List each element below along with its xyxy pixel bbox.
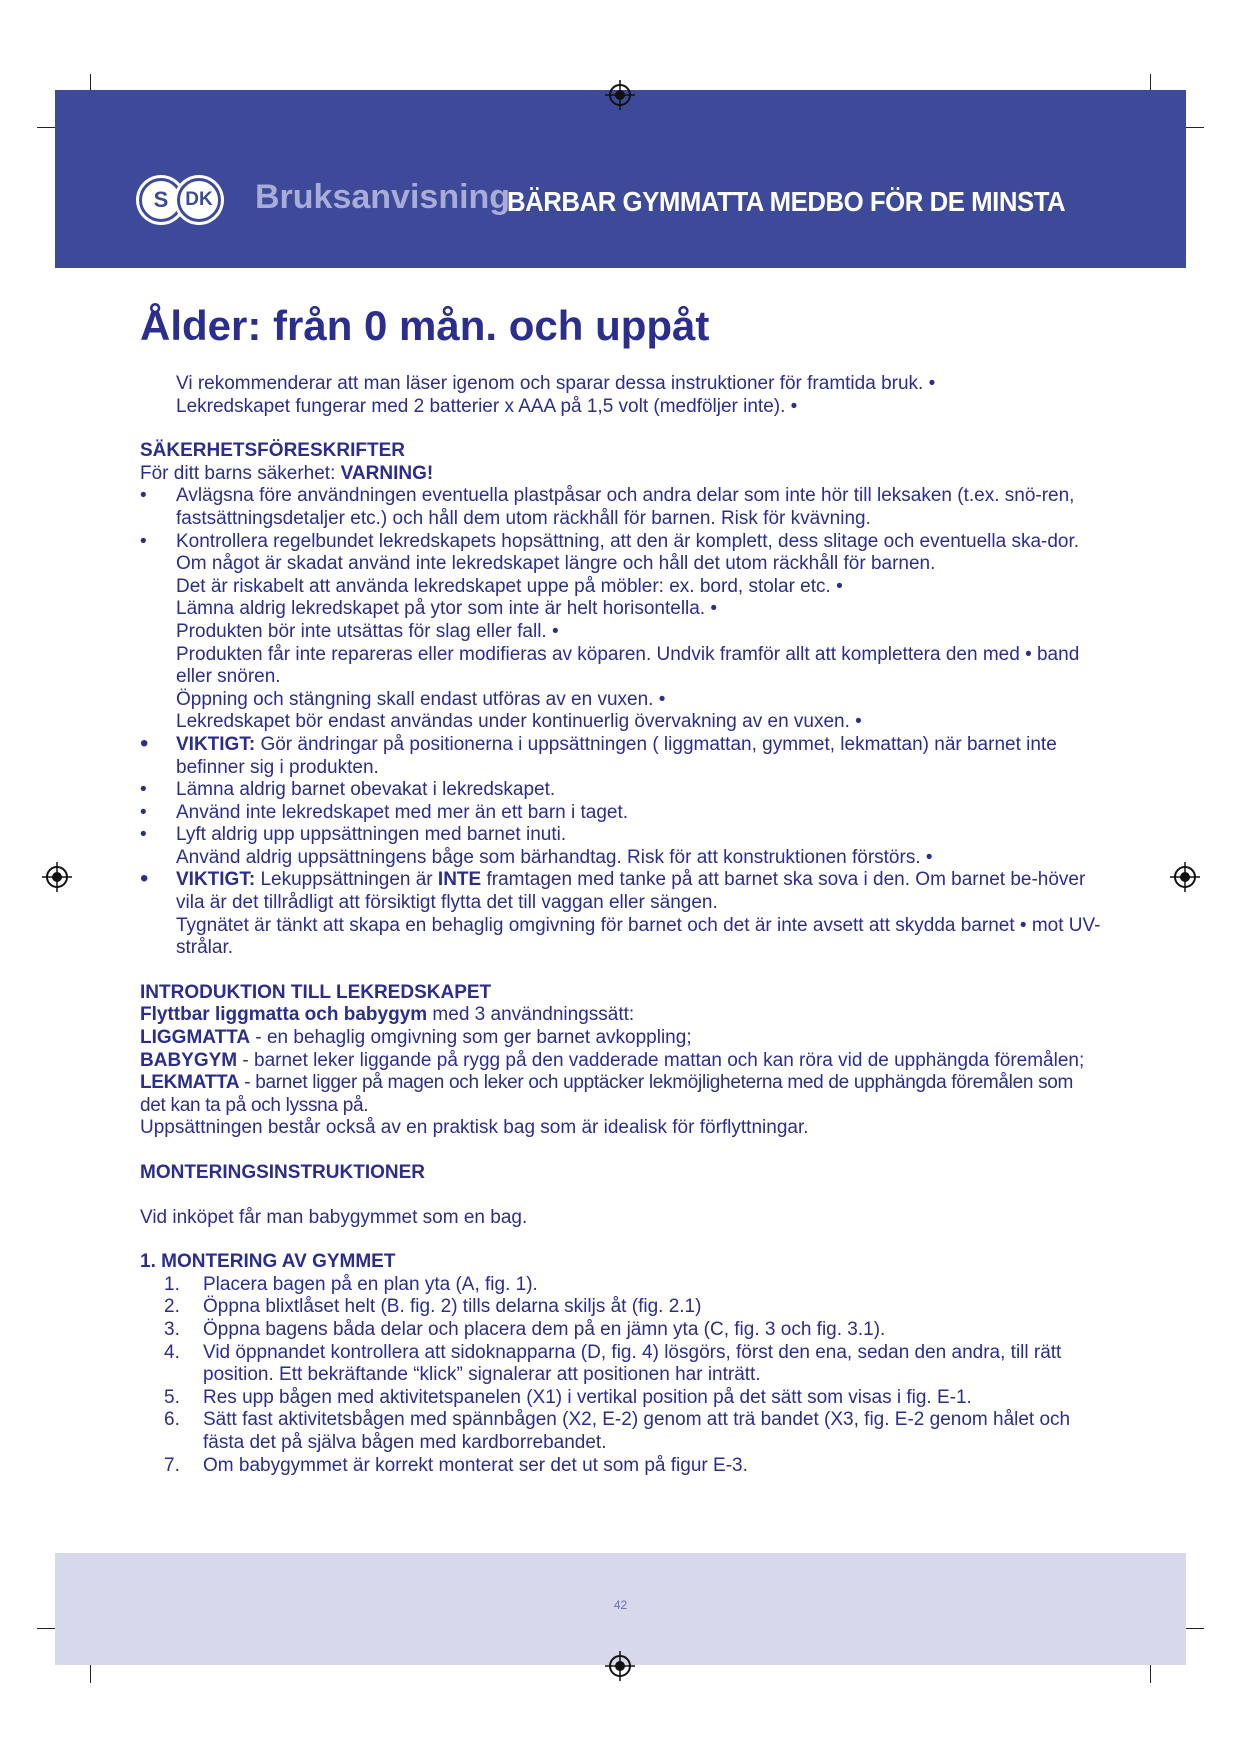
registration-mark-icon bbox=[1170, 862, 1200, 892]
assembly-heading: MONTERINGSINSTRUKTIONER bbox=[140, 1162, 425, 1183]
assembly-subheading: 1. MONTERING AV GYMMET bbox=[140, 1251, 396, 1273]
intro-line: Vi rekommenderar att man läser igenom och sparar dessa instruktioner för framtida bruk. • bbox=[176, 373, 936, 394]
safety-item: • Kontrollera regelbundet lekredskapets hopsättning, att den är komplett, dess slitage och eventuella ska-dor. Om något är skadat använd inte lekredskapet längre och håll det utom räckhåll för barnen. bbox=[140, 531, 1102, 576]
registration-mark-icon bbox=[42, 862, 72, 892]
page-number: 42 bbox=[613, 1598, 628, 1612]
assembly-steps bbox=[140, 1274, 1102, 1477]
language-logo bbox=[139, 178, 221, 222]
safety-lead: För ditt barns säkerhet: VARNING! bbox=[140, 462, 434, 484]
safety-item: • Använd inte lekredskapet med mer än ett barn i taget. bbox=[140, 802, 1102, 825]
safety-note: Använd aldrig uppsättningens båge som bärhandtag. Risk för att konstruktionen förstörs. • bbox=[176, 846, 933, 868]
list-item: 4. Vid öppnandet kontrollera att sidoknapparna (D, fig. 4) lösgörs, först den ena, sedan den andra, till rätt position. Ett bekräftande “klick” signalerar att positionen har inträtt. bbox=[164, 1341, 1062, 1386]
assembly-note: Vid inköpet får man babygymmet som en bag. bbox=[140, 1206, 528, 1228]
logo-letter-dk: DK bbox=[177, 178, 221, 222]
footer-band bbox=[55, 1553, 1186, 1665]
intro-heading: INTRODUKTION TILL LEKREDSKAPET bbox=[140, 981, 492, 1003]
list-item: 2. Öppna blixtlåset helt (B. fig. 2) tills delarna skiljs åt (fig. 2.1) bbox=[164, 1296, 702, 1318]
intro-text: BABYGYM - barnet leker liggande på rygg på den vadderade mattan och kan röra vid de upphängda föremålen; bbox=[140, 1049, 1085, 1071]
safety-note: Produkten får inte repareras eller modifieras av köparen. Undvik framför allt att komplettera den med • band eller snören. bbox=[176, 643, 1080, 688]
intro-text: LEKMATTA - barnet ligger på magen och leker och upptäcker lekmöjligheterna med de upphängda föremålen som det kan ta på och lyssna på. bbox=[140, 1072, 1074, 1116]
safety-item: • Lyft aldrig upp uppsättningen med barnet inuti. bbox=[140, 824, 1102, 847]
main-content bbox=[140, 373, 1102, 1477]
intro-line: Lekredskapet fungerar med 2 batterier x AAA på 1,5 volt (medföljer inte). • bbox=[176, 395, 798, 417]
safety-note: Tygnätet är tänkt att skapa en behaglig omgivning för barnet och det är inte avsett att skydda barnet • mot UV-strålar. bbox=[176, 914, 1101, 959]
header-label: Bruksanvisning bbox=[255, 178, 511, 216]
safety-note: Produkten bör inte utsättas för slag eller fall. • bbox=[176, 620, 559, 642]
safety-item-important: • VIKTIGT: Gör ändringar på positionerna i uppsättningen ( liggmattan, gymmet, lekmattan) när barnet inte befinner sig i produkten. bbox=[140, 734, 1102, 779]
list-item: 7. Om babygymmet är korrekt monterat ser det ut som på figur E-3. bbox=[164, 1454, 748, 1476]
list-item: 1. Placera bagen på en plan yta (A, fig. 1). bbox=[164, 1273, 538, 1295]
safety-note: Lämna aldrig lekredskapet på ytor som inte är helt horisontella. • bbox=[176, 598, 718, 620]
safety-note: Det är riskabelt att använda lekredskapet uppe på möbler: ex. bord, stolar etc. • bbox=[176, 575, 843, 597]
page-title: Ålder: från 0 mån. och uppåt bbox=[140, 302, 710, 349]
safety-note: Lekredskapet bör endast användas under kontinuerlig övervakning av en vuxen. • bbox=[176, 711, 862, 733]
list-item: 5. Res upp bågen med aktivitetspanelen (X1) i vertikal position på det sätt som visas i fig. E-1. bbox=[164, 1386, 972, 1408]
safety-item-important: • VIKTIGT: Lekuppsättningen är INTE framtagen med tanke på att barnet ska sova i den. Om barnet be-höver vila är det tillrådligt att försiktigt flytta det till vaggan eller sängen. bbox=[140, 869, 1102, 914]
list-item: 3. Öppna bagens båda delar och placera dem på en jämn yta (C, fig. 3 och fig. 3.1). bbox=[164, 1318, 886, 1340]
intro-text: Flyttbar liggmatta och babygym med 3 användningssätt: bbox=[140, 1004, 635, 1026]
intro-text: LIGGMATTA - en behaglig omgivning som ger barnet avkoppling; bbox=[140, 1027, 692, 1049]
header-title: BÄRBAR GYMMATTA MEDBO FÖR DE MINSTA bbox=[507, 186, 1066, 217]
list-item: 6. Sätt fast aktivitetsbågen med spännbågen (X2, E-2) genom att trä bandet (X3, fig. E-2 genom hålet och fästa det på själva bågen med kardborrebandet. bbox=[164, 1409, 1071, 1453]
safety-item: • Lämna aldrig barnet obevakat i lekredskapet. bbox=[140, 779, 1102, 802]
safety-item: • Avlägsna före användningen eventuella plastpåsar och andra delar som inte hör till leksaken (t.ex. snö-ren, fastsättningsdetaljer etc.) och håll dem utom räckhåll för barnen. Risk för kvävning. bbox=[140, 485, 1102, 530]
logo-letter-s: S bbox=[139, 178, 183, 222]
intro-text: Uppsättningen består också av en praktisk bag som är idealisk för förflyttningar. bbox=[140, 1117, 809, 1139]
safety-heading: SÄKERHETSFÖRESKRIFTER bbox=[140, 440, 405, 462]
safety-note: Öppning och stängning skall endast utföras av en vuxen. • bbox=[176, 688, 666, 710]
registration-mark-icon bbox=[605, 1651, 635, 1681]
header-content bbox=[55, 90, 1186, 268]
